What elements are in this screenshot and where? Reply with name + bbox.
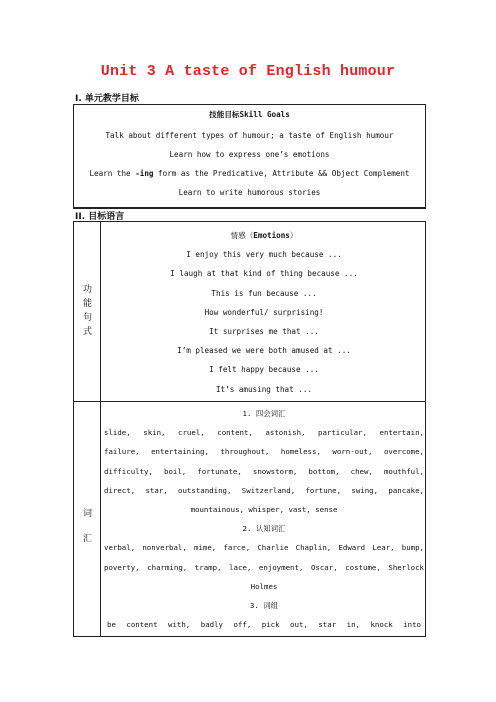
vocab-line: verbal, nonverbal, mime, farce, Charlie Chaplin, Edward Lear, bump, [104, 543, 424, 553]
vocab-line: direct, star, outstanding, Switzerland, fortune, swing, pancake, [104, 485, 424, 495]
phrase: be content with, [107, 620, 191, 630]
phrase: knock into [370, 620, 421, 630]
emotions-heading: 情感（Emotions） [230, 231, 298, 240]
vocab-subheading: 1. 四会词汇 [242, 409, 286, 418]
functions-label: 功 能 句 式 [82, 285, 92, 337]
phrase: badly off, [200, 620, 252, 630]
vocab-line: mountainous, whisper, vast, sense [190, 505, 338, 515]
page-title: Unit 3 A taste of English humour [100, 63, 396, 80]
vocab-subheading: 3. 词组 [249, 601, 279, 611]
sentence: This is fun because ... [211, 288, 317, 298]
sentence: How wonderful/ surprising! [204, 307, 324, 317]
sentence: It’s amusing that ... [215, 384, 312, 394]
skill-goal-line: Talk about different types of humour; a taste of English humour [105, 131, 394, 140]
sentence: I’m pleased we were both amused at ... [177, 346, 351, 356]
skill-goals-table [73, 104, 426, 209]
vocab-line: Holmes [250, 581, 278, 591]
sentence: It surprises me that ... [209, 327, 319, 337]
vocab-line: failure, entertaining, throughout, homeless, worn-out, overcome, [104, 447, 424, 457]
phrase: star in, [318, 620, 360, 630]
sentence: I enjoy this very much because ... [186, 250, 342, 260]
functions-sentences [101, 226, 427, 399]
sentence: I felt happy because ... [209, 365, 319, 375]
skill-goal-line-ing: Learn the -ing form as the Predicative, Attribute && Object Complement [89, 169, 410, 178]
phrase: pick out, [261, 620, 308, 630]
vocab-subheading: 2. 认知词汇 [242, 524, 286, 534]
skill-goals-heading: 技能目标Skill Goals [209, 110, 290, 119]
skill-goal-line: Learn to write humorous stories [178, 188, 321, 197]
vocabulary-label: 词 汇 [82, 509, 92, 544]
target-language-table [73, 221, 426, 637]
vocab-line: difficulty, boil, fortunate, snowstorm, bottom, chew, mouthful, [104, 466, 424, 476]
vocab-line: poverty, charming, tramp, lace, enjoyment, Oscar, costume, Sherlock [104, 562, 424, 572]
vocab-line: slide, skin, cruel, content, astonish, particular, entertain, [104, 428, 424, 438]
sentence: I laugh at that kind of thing because ... [170, 269, 358, 279]
section-heading-target-language: II. 目标语言 [75, 212, 125, 222]
vocabulary-content [101, 404, 427, 634]
row-divider [74, 401, 425, 402]
phrase-list [101, 615, 427, 634]
skill-goal-line: Learn how to express one’s emotions [169, 150, 330, 159]
section-heading-teaching-goals: I. 单元教学目标 [75, 94, 139, 104]
